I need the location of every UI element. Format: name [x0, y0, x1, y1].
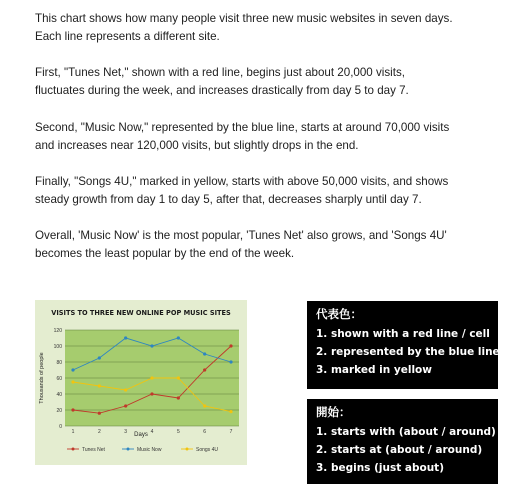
paragraph-line: Each line represents a different site.	[35, 30, 220, 43]
line-chart	[35, 300, 247, 465]
intro-paragraph	[35, 10, 505, 46]
data-point-songs-4u	[71, 380, 74, 383]
paragraph-line: This chart shows how many people visit three new music websites in seven days.	[35, 12, 453, 25]
chart-title: VISITS TO THREE NEW ONLINE POP MUSIC SITES	[51, 309, 231, 317]
data-point-tunes-net	[98, 412, 101, 415]
paragraph-line: Second, "Music Now," represented by the blue line, starts at around 70,000 visits	[35, 121, 450, 134]
data-point-music-now	[203, 352, 206, 355]
data-point-music-now	[98, 356, 101, 359]
x-tick-label: 2	[97, 429, 101, 435]
box-item: 3. marked in yellow	[316, 364, 432, 376]
x-tick-label: 6	[203, 429, 207, 435]
data-point-songs-4u	[177, 376, 180, 379]
x-tick-label: 7	[229, 429, 233, 435]
data-point-tunes-net	[203, 368, 206, 371]
paragraph-line: steady growth from day 1 to day 5, after that, decreases sharply until day 7.	[35, 193, 422, 206]
data-point-music-now	[71, 368, 74, 371]
legend-marker-songs-4u	[186, 448, 189, 451]
data-point-tunes-net	[124, 404, 127, 407]
chart-svg	[35, 300, 247, 465]
data-point-music-now	[124, 336, 127, 339]
y-tick-label: 120	[53, 328, 62, 334]
data-point-tunes-net	[71, 408, 74, 411]
paragraph-line: First, "Tunes Net," shown with a red line, begins just about 20,000 visits,	[35, 66, 405, 79]
music-now-paragraph	[35, 119, 505, 155]
y-tick-label: 80	[56, 360, 62, 366]
legend-marker-tunes-net	[72, 448, 75, 451]
box-item: 1. starts with (about / around)	[316, 426, 496, 438]
box-header: 開始：	[316, 405, 351, 419]
data-point-tunes-net	[150, 392, 153, 395]
data-point-tunes-net	[229, 344, 232, 347]
chart-legend	[67, 447, 218, 453]
data-point-songs-4u	[150, 376, 153, 379]
paragraph-line: becomes the least popular by the end of the week.	[35, 247, 295, 260]
data-point-songs-4u	[124, 388, 127, 391]
legend-marker-music-now	[127, 448, 130, 451]
y-tick-label: 40	[56, 392, 62, 398]
data-point-songs-4u	[203, 404, 206, 407]
x-tick-label: 3	[124, 429, 128, 435]
box-header: 代表色：	[316, 307, 362, 321]
data-point-music-now	[150, 344, 153, 347]
legend-label-songs-4u: Songs 4U	[196, 447, 218, 453]
paragraph-line: and increases near 120,000 visits, but slightly drops in the end.	[35, 139, 359, 152]
data-point-music-now	[177, 336, 180, 339]
box-item: 2. starts at (about / around)	[316, 444, 483, 456]
x-tick-label: 5	[176, 429, 180, 435]
y-tick-label: 0	[59, 424, 62, 430]
paragraph-line: Overall, 'Music Now' is the most popular, 'Tunes Net' also grows, and 'Songs 4U'	[35, 229, 447, 242]
y-axis-label: Thousands of people	[39, 352, 45, 404]
y-tick-label: 60	[56, 376, 62, 382]
box-item: 3. begins (just about)	[316, 462, 444, 474]
data-point-tunes-net	[177, 396, 180, 399]
tunes-net-paragraph	[35, 64, 505, 100]
x-axis-label: Days	[134, 432, 148, 438]
x-tick-label: 1	[71, 429, 75, 435]
data-point-songs-4u	[229, 410, 232, 413]
data-point-music-now	[229, 360, 232, 363]
legend-label-music-now: Music Now	[137, 447, 162, 453]
color-expressions-box	[307, 301, 498, 389]
box-item: 2. represented by the blue line	[316, 346, 500, 358]
start-expressions-box	[307, 399, 498, 484]
paragraph-line: Finally, "Songs 4U," marked in yellow, starts with above 50,000 visits, and shows	[35, 175, 449, 188]
paragraph-line: fluctuates during the week, and increases drastically from day 5 to day 7.	[35, 84, 409, 97]
legend-label-tunes-net: Tunes Net	[82, 447, 105, 453]
x-tick-label: 4	[150, 429, 154, 435]
songs-4u-paragraph	[35, 173, 505, 209]
y-tick-label: 20	[56, 408, 62, 414]
overall-paragraph	[35, 227, 505, 263]
data-point-songs-4u	[98, 384, 101, 387]
box-item: 1. shown with a red line / cell	[316, 328, 490, 340]
y-tick-label: 100	[53, 344, 62, 350]
